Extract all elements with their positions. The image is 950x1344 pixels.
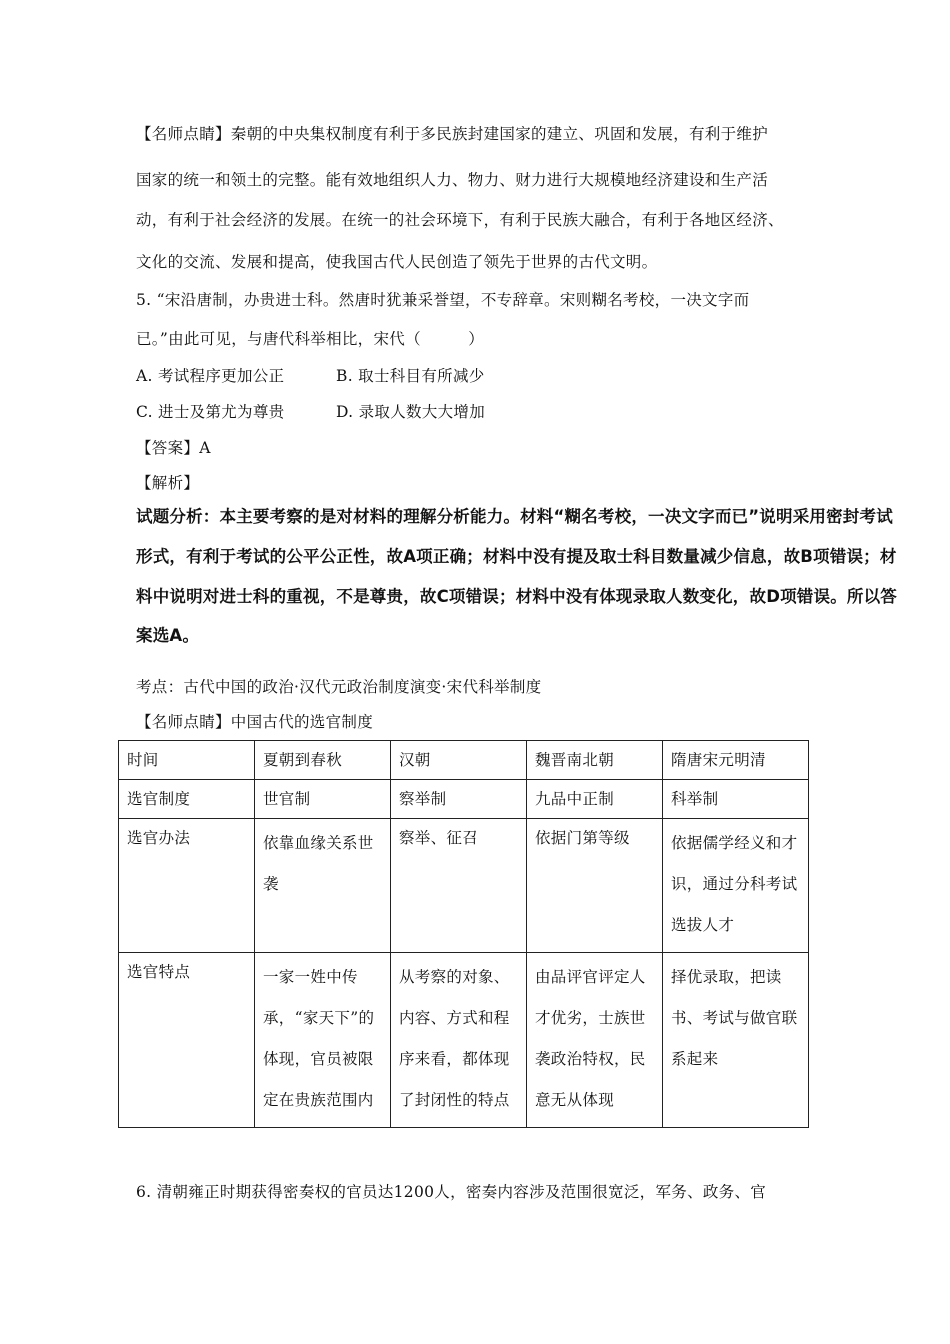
table-cell: 夏朝到春秋	[255, 741, 391, 780]
table-cell: 依据门第等级	[527, 819, 663, 953]
table-cell: 隋唐宋元明清	[663, 741, 809, 780]
question5-option-d: D. 录取人数大大增加	[336, 403, 486, 421]
tip1-line-1: 【名师点睛】秦朝的中央集权制度有利于多民族封建国家的建立、巩固和发展，有利于维护	[136, 125, 769, 143]
question5-tip-title: 【名师点睛】中国古代的选官制度	[136, 713, 374, 731]
table-row	[119, 780, 809, 819]
question5-option-a: A. 考试程序更加公正	[136, 367, 285, 385]
table-cell: 依靠血缘关系世袭	[255, 819, 391, 953]
table-cell: 由品评官评定人才优劣，士族世袭政治特权，民意无从体现	[527, 953, 663, 1128]
question5-option-c: C. 进士及第尤为尊贵	[136, 403, 285, 421]
table-cell: 一家一姓中传承，“家天下”的体现，官员被限定在贵族范围内	[255, 953, 391, 1128]
table-cell: 选官制度	[119, 780, 255, 819]
table-cell: 察举制	[391, 780, 527, 819]
question5-analysis-line-4: 案选A。	[136, 626, 200, 645]
table-cell: 魏晋南北朝	[527, 741, 663, 780]
official-selection-table	[118, 740, 809, 1128]
table-cell: 九品中正制	[527, 780, 663, 819]
question5-analysis-line-1: 试题分析：本主要考察的是对材料的理解分析能力。材料“糊名考校，一决文字而已”说明采用密封考试	[136, 507, 893, 526]
table-cell: 选官特点	[119, 953, 255, 1128]
table-cell: 选官办法	[119, 819, 255, 953]
tip1-line-4: 文化的交流、发展和提高，使我国古代人民创造了领先于世界的古代文明。	[136, 253, 658, 271]
question5-analysis-line-3: 料中说明对进士科的重视，不是尊贵，故C项错误；材料中没有体现录取人数变化，故D项错误。所以答	[136, 587, 898, 606]
question5-analysis-label: 【解析】	[136, 474, 200, 492]
question5-stem-line-2: 已。”由此可见，与唐代科举相比，宋代（ ）	[136, 330, 485, 348]
question5-answer: 【答案】A	[136, 439, 211, 457]
table-cell: 时间	[119, 741, 255, 780]
question5-option-b: B. 取士科目有所减少	[336, 367, 485, 385]
table-cell: 世官制	[255, 780, 391, 819]
tip1-line-2: 国家的统一和领土的完整。能有效地组织人力、物力、财力进行大规模地经济建设和生产活	[136, 171, 769, 189]
table-cell: 从考察的对象、内容、方式和程序来看，都体现了封闭性的特点	[391, 953, 527, 1128]
question5-analysis-line-2: 形式，有利于考试的公平公正性，故A项正确；材料中没有提及取士科目数量减少信息，故B项错误；材	[136, 547, 897, 566]
question5-stem-line-1: 5. “宋沿唐制，办贵进士科。然唐时犹兼采誉望，不专辞章。宋则糊名考校，一决文字而	[136, 291, 750, 309]
question5-kaodian: 考点：古代中国的政治·汉代元政治制度演变·宋代科举制度	[136, 678, 542, 696]
table-row	[119, 953, 809, 1128]
table-cell: 择优录取，把读书、考试与做官联系起来	[663, 953, 809, 1128]
table-cell: 依据儒学经义和才识，通过分科考试选拔人才	[663, 819, 809, 953]
tip1-line-3: 动，有利于社会经济的发展。在统一的社会环境下，有利于民族大融合，有利于各地区经济、	[136, 211, 784, 229]
question6-stem-line-1: 6. 清朝雍正时期获得密奏权的官员达1200人，密奏内容涉及范围很宽泛，军务、政务、官	[136, 1183, 767, 1201]
table-cell: 科举制	[663, 780, 809, 819]
table-row	[119, 819, 809, 953]
table-cell: 汉朝	[391, 741, 527, 780]
table-row	[119, 741, 809, 780]
table-cell: 察举、征召	[391, 819, 527, 953]
